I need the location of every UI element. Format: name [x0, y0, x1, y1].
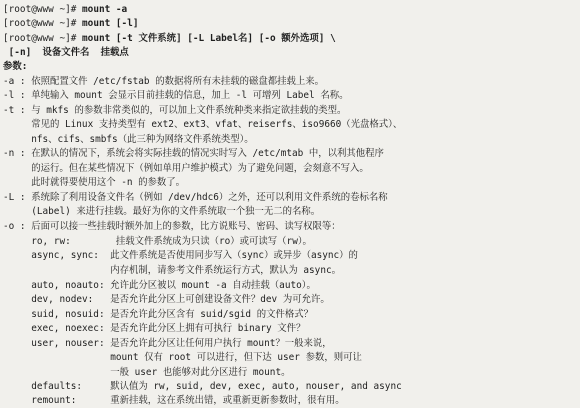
params-heading: 参数:: [3, 61, 28, 72]
opt-exec-noexec: exec, noexec: 是否允许此分区上拥有可执行 binary 文件？: [3, 323, 306, 334]
param-t-cont-1: 常见的 Linux 支持类型有 ext2、ext3、vfat、reiserfs、iso9660（光盘格式）、: [3, 119, 403, 130]
cmd-line-1: [root@www ~]# mount -a: [3, 4, 128, 15]
opt-remount: remount: 重新挂载，这在系统出错，或重新更新参数时，很有用。: [3, 395, 345, 406]
param-n: -n : 在默认的情况下，系统会将实际挂载的情况实时写入 /etc/mtab 中，以利其他程序: [3, 148, 384, 159]
opt-async-sync-cont: 内存机制，请参考文件系统运行方式，默认为 async。: [3, 265, 341, 276]
param-n-cont-2: 此时就得要使用这个 -n 的参数了。: [3, 177, 186, 188]
opt-dev-nodev: dev, nodev: 是否允许此分区上可创建设备文件？dev 为可允许。: [3, 294, 330, 305]
opt-auto-noauto: auto, noauto: 允许此分区被以 mount -a 自动挂载（auto）。: [3, 280, 316, 291]
param-L: -L : 系统除了利用设备文件名（例如 /dev/hdc6）之外，还可以利用文件系统的卷标名称: [3, 192, 388, 203]
opt-user-nouser-cont-1: mount 仅有 root 可以进行，但下达 user 参数，则可让: [3, 352, 362, 363]
opt-async-sync: async, sync: 此文件系统是否使用同步写入（sync）或异步（async）的: [3, 250, 358, 261]
param-n-cont-1: 的运行。但在某些情况下（例如单用户维护模式）为了避免问题，会刻意不写入。: [3, 163, 369, 174]
param-L-cont: (Label) 来进行挂载。最好为你的文件系统取一个独一无二的名称。: [3, 206, 321, 217]
opt-user-nouser: user, nouser: 是否允许此分区让任何用户执行 mount？一般来说，: [3, 338, 332, 349]
param-o: -o : 后面可以接一些挂载时额外加上的参数，比方说账号、密码、读写权限等：: [3, 221, 341, 232]
param-l: -l : 单纯输入 mount 会显示目前挂载的信息，加上 -l 可增列 Label 名称。: [3, 90, 349, 101]
param-a: -a : 依照配置文件 /etc/fstab 的数据将所有未挂载的磁盘都挂载上来。: [3, 76, 324, 87]
param-t-cont-2: nfs、cifs、smbfs（此三种为网络文件系统类型）。: [3, 134, 254, 145]
opt-suid-nosuid: suid, nosuid: 是否允许此分区含有 suid/sgid 的文件格式？: [3, 309, 313, 320]
opt-defaults: defaults: 默认值为 rw, suid, dev, exec, auto, nouser, and async: [3, 381, 402, 392]
param-t: -t : 与 mkfs 的参数非常类似的，可以加上文件系统种类来指定欲挂载的类型。: [3, 105, 347, 116]
opt-user-nouser-cont-2: 一般 user 也能够对此分区进行 mount。: [3, 367, 291, 378]
opt-ro-rw: ro, rw: 挂载文件系统成为只读（ro）或可读写（rw）。: [3, 236, 312, 247]
cmd-line-3: [root@www ~]# mount [-t 文件系统] [-L Label名] [-o 额外选项] \: [3, 33, 336, 44]
cmd-line-2: [root@www ~]# mount [-l]: [3, 18, 139, 29]
cmd-line-4: [-n] 设备文件名 挂载点: [8, 47, 129, 58]
